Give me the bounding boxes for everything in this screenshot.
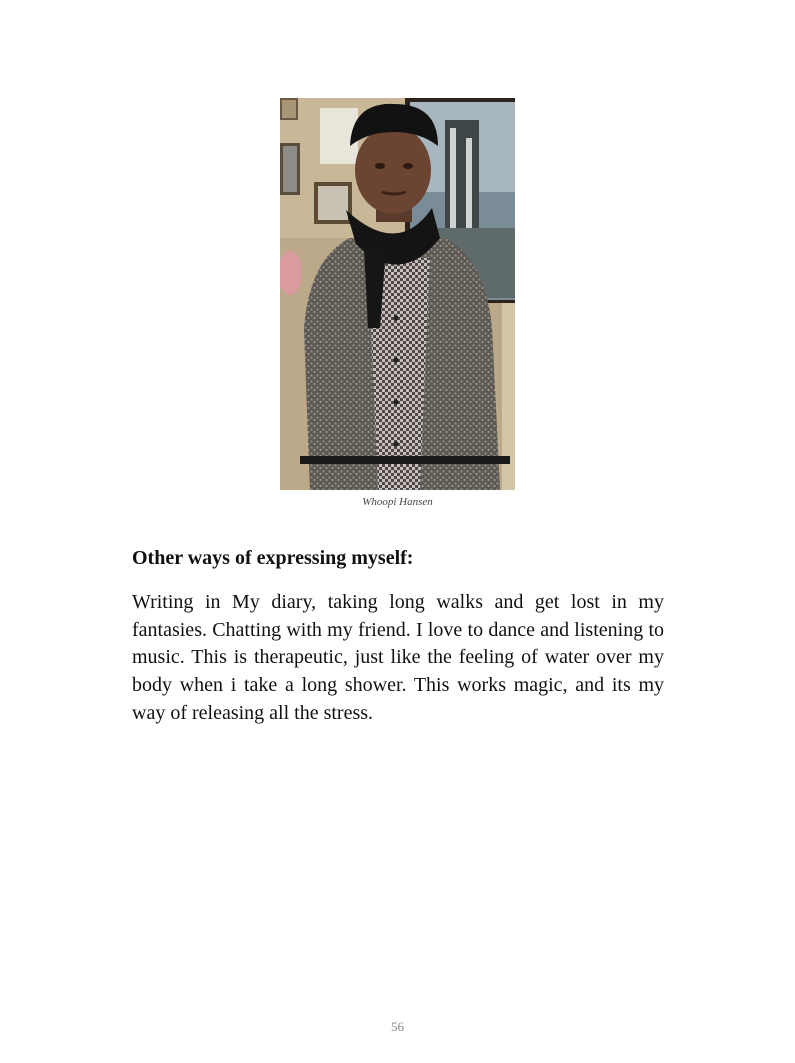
photo-caption: Whoopi Hansen: [362, 496, 433, 508]
section-heading: Other ways of expressing myself:: [132, 547, 414, 569]
page-number: 56: [391, 1019, 404, 1034]
portrait-photo: [280, 98, 515, 490]
portrait-illustration: [280, 98, 515, 490]
body-paragraph: Writing in My diary, taking long walks and get lost in my fantasies. Chatting with my friend. I love to dance and listening to music. This is therapeutic, just like the feeling of water over my body when i take a long shower. This works magic, and its my way of releasing all the stress.: [132, 591, 664, 724]
